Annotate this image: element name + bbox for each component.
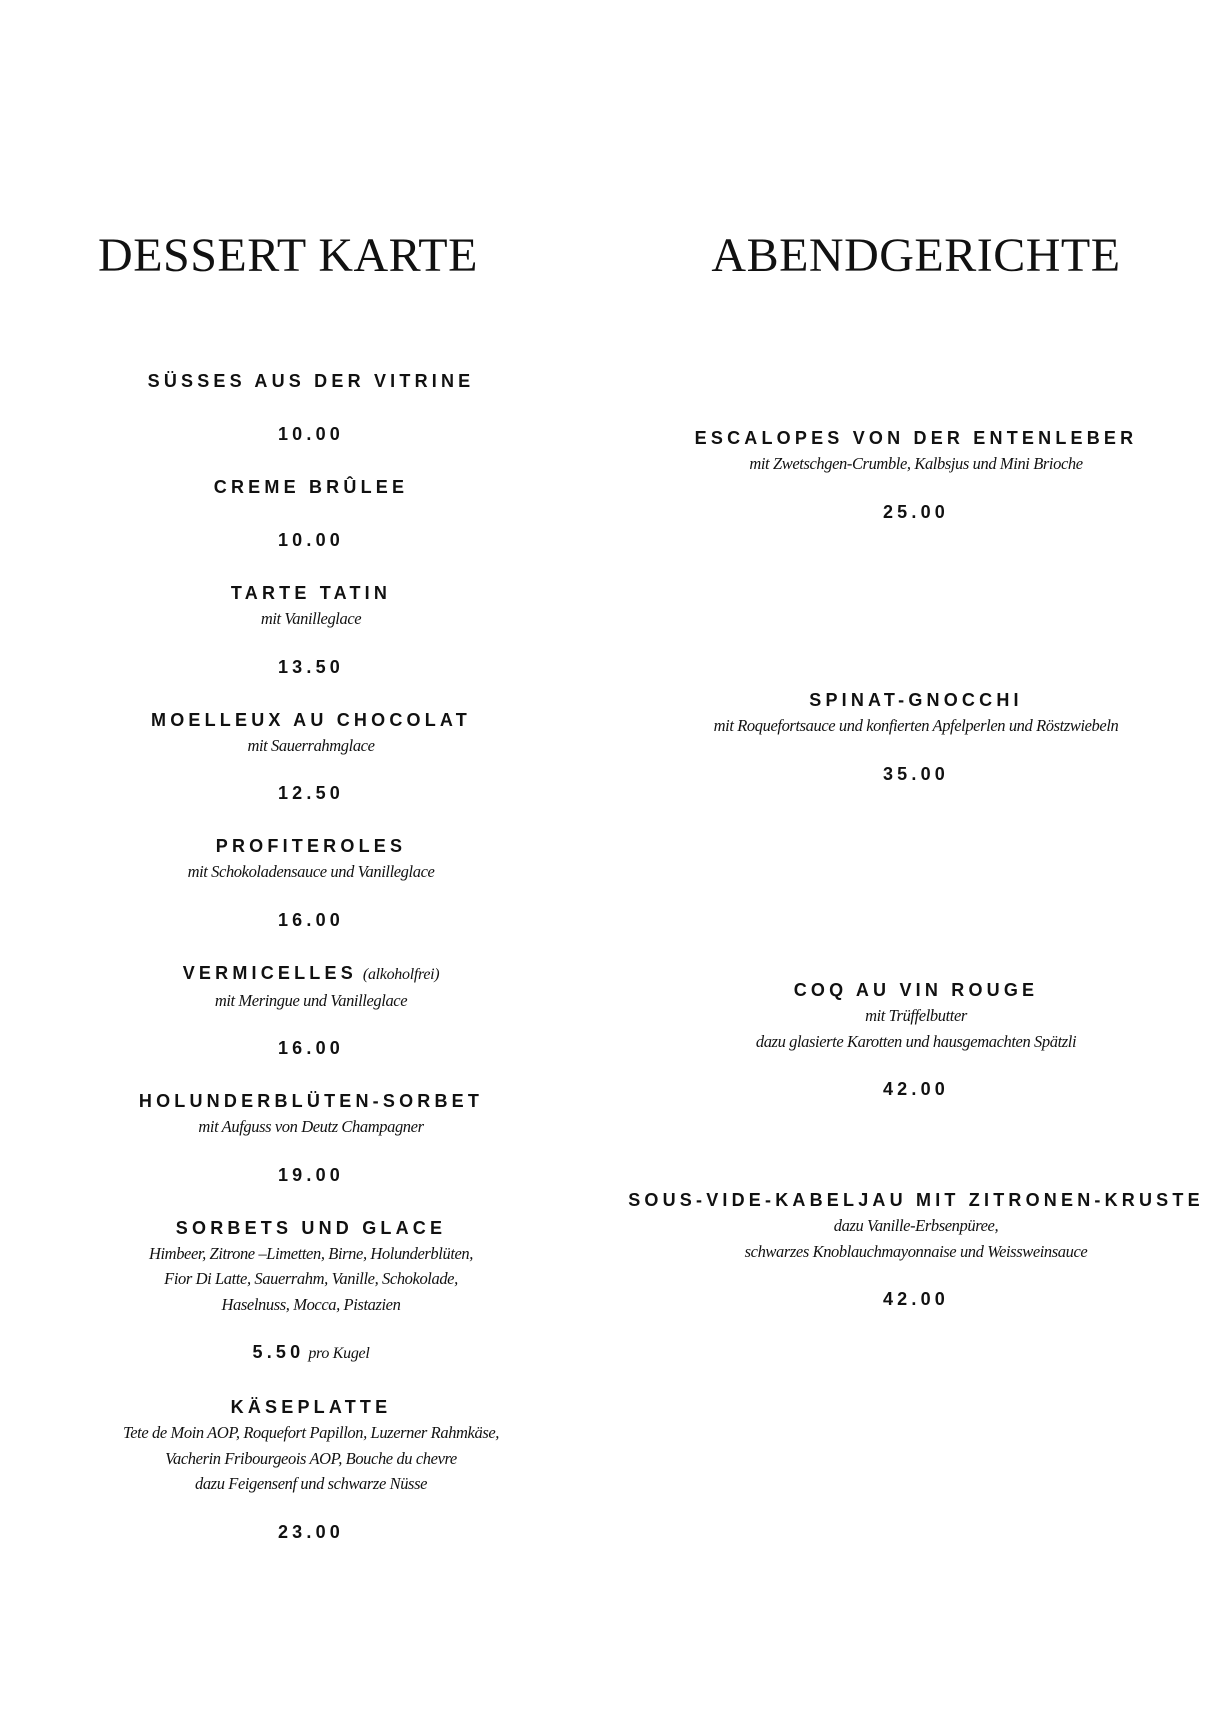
menu-item <box>46 368 576 447</box>
item-name <box>46 1394 576 1420</box>
item-price <box>46 1035 576 1061</box>
dinner-menu-title: ABENDGERICHTE <box>711 229 1121 282</box>
price-value: 42.00 <box>882 1079 950 1099</box>
item-name-text: CREME BRÛLEE <box>213 477 409 497</box>
item-description: dazu Feigensenf und schwarze Nüsse <box>194 1474 428 1493</box>
item-name-text: KÄSEPLATTE <box>230 1397 392 1417</box>
item-name <box>46 1088 576 1114</box>
price-unit: pro Kugel <box>308 1345 370 1362</box>
item-name-text: PROFITEROLES <box>215 836 407 856</box>
item-name-text: TARTE TATIN <box>230 583 392 603</box>
item-note: (alkoholfrei) <box>362 965 440 983</box>
price-value: 23.00 <box>277 1521 345 1542</box>
item-name <box>616 977 1216 1003</box>
price-value: 13.50 <box>277 656 345 677</box>
item-price <box>46 654 576 680</box>
price-value: 5.50 <box>252 1342 305 1362</box>
menu-item <box>616 425 1216 525</box>
item-name-text: COQ AU VIN ROUGE <box>793 980 1039 1000</box>
item-price <box>616 1076 1216 1102</box>
item-name <box>616 1187 1216 1213</box>
item-description: mit Aufguss von Deutz Champagner <box>198 1117 424 1136</box>
item-description: mit Roquefortsauce und konfierten Apfelperlen und Röstzwiebeln <box>713 716 1119 735</box>
item-name-text: SÜSSES AUS DER VITRINE <box>147 371 475 391</box>
dinner-menu-list <box>616 0 1216 1728</box>
item-name <box>46 474 576 500</box>
price-value: 16.00 <box>277 1038 345 1058</box>
dessert-menu-title: DESSERT KARTE <box>98 229 478 282</box>
item-price <box>616 1286 1216 1312</box>
item-name-text: MOELLEUX AU CHOCOLAT <box>151 709 471 730</box>
item-description: Tete de Moin AOP, Roquefort Papillon, Luzerner Rahmkäse, <box>122 1423 500 1442</box>
menu-item <box>46 474 576 553</box>
item-description: mit Meringue und Vanilleglace <box>214 990 408 1010</box>
item-name <box>46 960 576 988</box>
item-name-text: ESCALOPES VON DER ENTENLEBER <box>694 428 1138 448</box>
menu-item <box>46 1215 576 1368</box>
item-description: schwarzes Knoblauchmayonnaise und Weissweinsauce <box>744 1241 1088 1261</box>
dessert-menu-list <box>46 368 576 1572</box>
item-name <box>616 687 1216 713</box>
price-value: 16.00 <box>277 909 345 930</box>
item-description: Himbeer, Zitrone –Limetten, Birne, Holunderblüten, <box>148 1243 474 1263</box>
item-description: Vacherin Fribourgeois AOP, Bouche du chevre <box>165 1448 457 1468</box>
item-price <box>616 499 1216 525</box>
menu-item <box>46 960 576 1062</box>
item-price <box>46 1519 576 1545</box>
item-name <box>46 1215 576 1241</box>
item-price <box>616 761 1216 787</box>
item-price <box>46 780 576 806</box>
item-description: mit Zwetschgen-Crumble, Kalbsjus und Mini Brioche <box>749 454 1083 473</box>
item-name-text: SOUS-VIDE-KABELJAU MIT ZITRONEN-KRUSTE <box>628 1190 1204 1210</box>
price-value: 42.00 <box>882 1289 950 1309</box>
price-value: 25.00 <box>882 501 950 522</box>
price-value: 12.50 <box>277 783 345 803</box>
item-price <box>46 421 576 447</box>
menu-item <box>46 833 576 933</box>
item-description: mit Sauerrahmglace <box>247 735 375 755</box>
item-name <box>46 580 576 606</box>
item-price <box>46 1162 576 1188</box>
item-name <box>46 368 576 394</box>
item-name-text: HOLUNDERBLÜTEN-SORBET <box>138 1091 484 1111</box>
item-description: Fior Di Latte, Sauerrahm, Vanille, Schokolade, <box>164 1269 458 1288</box>
item-name <box>46 833 576 859</box>
item-description: mit Vanilleglace <box>260 609 362 628</box>
item-name <box>46 707 576 733</box>
item-description: dazu glasierte Karotten und hausgemachten Spätzli <box>755 1031 1077 1051</box>
price-value: 19.00 <box>277 1164 345 1185</box>
price-value: 10.00 <box>277 424 345 444</box>
item-price <box>46 527 576 553</box>
menu-item <box>616 687 1216 787</box>
item-name-text: VERMICELLES <box>182 962 357 983</box>
menu-item <box>616 977 1216 1102</box>
price-value: 35.00 <box>882 763 950 784</box>
item-price <box>46 907 576 933</box>
item-description: mit Trüffelbutter <box>865 1006 967 1025</box>
menu-item <box>46 1088 576 1188</box>
item-description: Haselnuss, Mocca, Pistazien <box>221 1294 401 1314</box>
price-value: 10.00 <box>277 530 345 550</box>
item-price <box>46 1339 576 1367</box>
menu-item <box>46 707 576 807</box>
item-description: mit Schokoladensauce und Vanilleglace <box>187 862 435 881</box>
item-name-text: SPINAT-GNOCCHI <box>809 690 1023 710</box>
item-name <box>616 425 1216 451</box>
menu-item <box>46 1394 576 1545</box>
menu-item <box>46 580 576 680</box>
menu-item <box>616 1187 1216 1312</box>
item-name-text: SORBETS UND GLACE <box>175 1217 447 1238</box>
item-description: dazu Vanille-Erbsenpüree, <box>833 1216 999 1235</box>
